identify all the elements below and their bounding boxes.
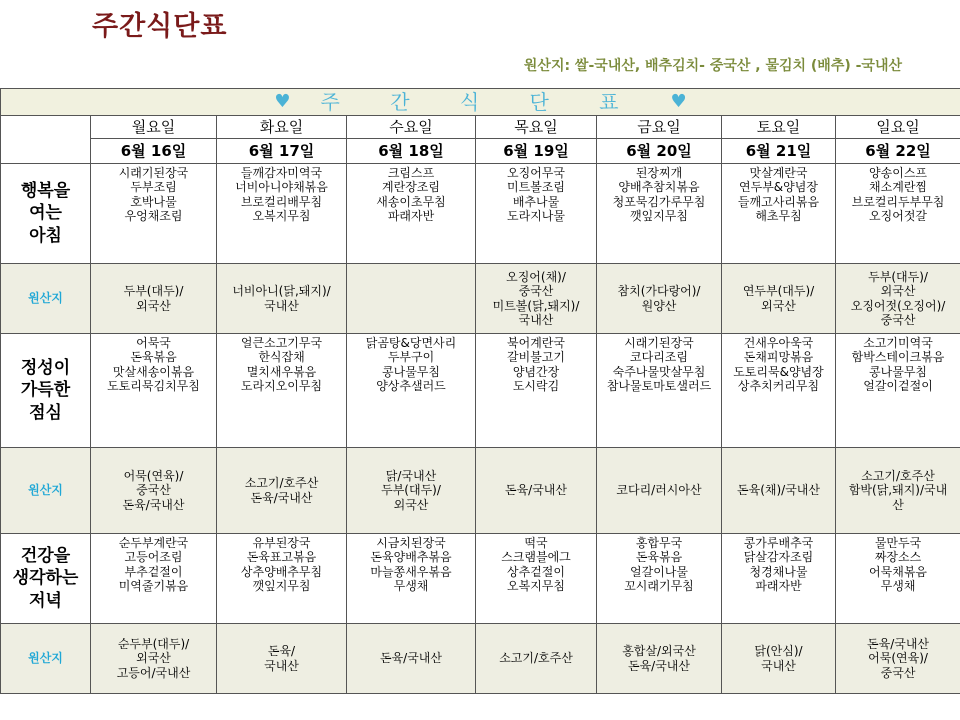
menu-item: 함박스테이크볶음 [851,350,945,365]
lunch-menu-cell [476,334,597,448]
menu-item: 상추양배추무침 [240,564,323,579]
lunch-origin-cell [722,448,836,534]
menu-list [347,164,475,226]
lunch-label-line: 정성이 [20,358,71,379]
dinner-origin-cell [597,624,722,694]
heart-icon: ♥ [274,91,291,113]
breakfast-origin-cell [217,264,347,334]
menu-item: 코다리조림 [630,350,688,365]
origin-line: 돈육/ [267,644,296,659]
menu-item: 연두부&양념장 [739,180,818,195]
dinner-origin-label: 원산지 [1,624,91,694]
origin-line: 소고기/호주산 [244,476,319,491]
dinner-origin-cell [476,624,597,694]
origin-line: 돈육(채)/국내산 [737,483,820,498]
origin-line: 국내산 [264,658,299,673]
menu-item: 떡국 [524,536,548,550]
day-header: 금요일 [597,116,722,139]
menu-list [217,164,346,226]
origin-line: 국내산 [518,312,554,327]
menu-item: 돈육표고볶음 [246,550,317,565]
menu-item: 오징어무국 [507,166,565,180]
menu-item: 브로컬리두부무침 [851,194,945,209]
origin-line: 원양산 [641,298,677,313]
menu-item: 파래자반 [387,209,435,224]
origin-line: 코다리/러시아산 [616,483,702,498]
menu-item: 양념간장 [512,364,560,379]
menu-item: 시금치된장국 [376,536,446,550]
dinner-menu-cell [597,534,722,624]
menu-item: 짜장소스 [874,550,922,565]
menu-list [836,334,960,396]
lunch-origin-cell [91,448,217,534]
origin-line: 중국산 [880,312,916,327]
origin-line: 외국산 [136,651,171,666]
breakfast-label-line: 아침 [29,225,62,246]
origin-line: 너비아니(닭,돼지)/ [232,284,331,299]
menu-item: 순두부계란국 [118,536,189,550]
dinner-origin-cell [347,624,476,694]
lunch-origin-cell [836,448,960,534]
menu-item: 두부조림 [130,180,177,195]
corner-cell [1,116,91,164]
menu-list [722,534,835,596]
dinner-menu-cell [722,534,836,624]
breakfast-menu-cell [597,164,722,264]
breakfast-menu-cell [91,164,217,264]
menu-item: 양송이스프 [869,166,928,180]
date-header: 6월 20일 [597,139,722,164]
lunch-menu-cell [722,334,836,448]
day-header: 토요일 [722,116,836,139]
menu-list [347,534,475,596]
breakfast-origin-label: 원산지 [1,264,91,334]
menu-item: 마늘쫑새우볶음 [370,564,452,579]
origin-line: 산 [892,497,904,512]
menu-item: 닭살감자조림 [743,550,814,565]
lunch-origin-cell [347,448,476,534]
origin-line: 홍합살/외국산 [622,644,696,659]
origin-line: 미트볼(닭,돼지)/ [492,298,580,313]
lunch-menu-cell [597,334,722,448]
menu-list [217,334,346,396]
origin-line: 돈육/국내산 [250,490,313,505]
origin-line: 중국산 [518,284,554,299]
menu-item: 크림스프 [387,166,435,180]
menu-item: 부추겉절이 [124,564,183,579]
lunch-menu-cell [836,334,960,448]
menu-list [597,334,721,396]
menu-item: 파래자반 [755,579,802,594]
menu-item: 북어계란국 [507,336,565,350]
menu-list [836,534,960,596]
menu-table [0,88,960,694]
origin-line: 소고기/호주산 [861,468,935,483]
menu-list [722,334,835,396]
origin-line: 소고기/호주산 [499,651,573,666]
menu-list [836,164,960,226]
menu-item: 시래기된장국 [118,166,189,180]
menu-item: 고등어조림 [124,550,183,565]
menu-item: 청포묵김가루무침 [612,194,706,209]
origin-line: 두부(대두)/ [868,269,928,284]
breakfast-origin-cell [347,264,476,334]
day-header: 일요일 [836,116,960,139]
menu-list [217,534,346,596]
dinner-origin-cell [217,624,347,694]
date-header: 6월 21일 [722,139,836,164]
menu-item: 도시락김 [512,379,560,394]
menu-item: 상추겉절이 [507,564,565,579]
menu-item: 얼갈이나물 [630,564,688,579]
dinner-label-line: 생각하는 [12,568,79,589]
origin-line: 연두부(대두)/ [742,284,815,299]
menu-item: 맛살계란국 [749,166,808,180]
menu-list [597,534,721,596]
menu-item: 오복지무침 [507,579,565,594]
origin-line: 닭(안심)/ [754,644,803,659]
date-header: 6월 17일 [217,139,347,164]
menu-item: 갈비불고기 [507,350,565,365]
origin-line: 국내산 [761,658,796,673]
dinner-origin-cell [836,624,960,694]
origin-line: 외국산 [761,298,796,313]
origin-line: 두부(대두)/ [123,284,184,299]
menu-list [722,164,835,226]
date-header: 6월 19일 [476,139,597,164]
banner-title: 주 간 식 단 표 [320,90,641,114]
lunch-menu-cell [91,334,217,448]
menu-item: 돈육양배추볶음 [370,550,452,565]
menu-list [476,534,596,596]
menu-item: 도토리묵&양념장 [733,364,824,379]
origin-note: 원산지: 쌀-국내산, 배추김치- 중국산 , 물김치 (배추) -국내산 [523,58,902,74]
dinner-origin-cell [91,624,217,694]
menu-list [91,164,216,226]
origin-line: 돈육/국내산 [379,651,442,666]
menu-item: 깻잎지무침 [252,579,311,594]
origin-line: 외국산 [393,497,429,512]
dinner-menu-cell [217,534,347,624]
menu-item: 얼큰소고기무국 [240,336,323,350]
menu-item: 스크램블에그 [501,550,571,565]
origin-line: 어묵(연육)/ [868,651,928,666]
origin-line: 함박(닭,돼지)/국내 [848,483,948,498]
menu-item: 닭곰탕&당면사리 [365,336,457,350]
breakfast-origin-cell [722,264,836,334]
menu-item: 무생채 [880,579,916,594]
menu-list [476,164,596,226]
lunch-origin-label: 원산지 [1,448,91,534]
breakfast-origin-cell [597,264,722,334]
dinner-label-line: 저녁 [29,590,62,611]
menu-list [597,164,721,226]
menu-item: 깻잎지무침 [630,209,688,224]
breakfast-origin-cell [476,264,597,334]
menu-item: 브로컬리배무침 [240,194,323,209]
menu-item: 돈육볶음 [130,350,177,365]
menu-item: 해초무침 [755,209,802,224]
menu-item: 미역줄기볶음 [118,579,189,594]
menu-item: 콩나물무침 [382,364,440,379]
origin-line: 참치(가다랑어)/ [617,284,701,299]
page-title: 주간식단표 [92,11,228,42]
origin-line: 고등어/국내산 [116,665,191,680]
lunch-label-line: 점심 [29,402,62,423]
menu-item: 양상추샐러드 [376,379,446,394]
banner [1,89,960,116]
date-header: 6월 18일 [347,139,476,164]
breakfast-origin-cell [91,264,217,334]
menu-item: 콩가루배추국 [743,536,814,550]
origin-line: 돈육/국내산 [867,636,930,651]
menu-item: 들깨감자미역국 [240,166,323,180]
breakfast-menu-cell [476,164,597,264]
menu-item: 된장찌개 [635,166,683,180]
menu-item: 어묵채볶음 [869,564,928,579]
menu-item: 양배추참치볶음 [618,180,700,195]
menu-item: 물만두국 [874,536,922,550]
breakfast-menu-cell [836,164,960,264]
lunch-label [1,334,91,448]
lunch-label-line: 가득한 [20,380,71,401]
origin-line: 외국산 [880,284,916,299]
origin-line: 돈육/국내산 [627,658,690,673]
menu-item: 오복지무침 [252,209,311,224]
menu-item: 미트볼조림 [507,180,565,195]
origin-line: 어묵(연육)/ [123,468,184,483]
menu-item: 숙주나물맛살무침 [612,364,706,379]
date-header: 6월 22일 [836,139,960,164]
menu-item: 소고기미역국 [863,336,933,350]
lunch-menu-cell [347,334,476,448]
breakfast-label-line: 여는 [29,203,62,224]
origin-line: 순두부(대두)/ [117,636,190,651]
breakfast-label [1,164,91,264]
lunch-origin-cell [217,448,347,534]
menu-item: 두부구이 [387,350,435,365]
dinner-label [1,534,91,624]
origin-line: 닭/국내산 [385,468,437,483]
origin-line: 외국산 [136,298,171,313]
menu-item: 콩나물무침 [869,364,928,379]
breakfast-menu-cell [722,164,836,264]
origin-line: 국내산 [264,298,299,313]
menu-item: 홍합무국 [635,536,683,550]
origin-line: 오징어(채)/ [506,269,566,284]
menu-item: 새송이초무침 [376,194,446,209]
dinner-menu-cell [91,534,217,624]
menu-item: 호박나물 [130,194,177,209]
breakfast-origin-cell [836,264,960,334]
origin-line: 중국산 [136,483,171,498]
breakfast-menu-cell [217,164,347,264]
menu-item: 시래기된장국 [624,336,694,350]
menu-item: 채소계란찜 [869,180,928,195]
menu-item: 돈채피망볶음 [743,350,814,365]
menu-item: 꼬시래기무침 [624,579,694,594]
origin-line: 중국산 [880,665,916,680]
menu-list [476,334,596,396]
day-header: 화요일 [217,116,347,139]
menu-item: 배추나물 [512,194,560,209]
menu-list [91,334,216,396]
menu-list [347,334,475,396]
menu-item: 우엉채조림 [124,209,183,224]
lunch-origin-cell [476,448,597,534]
origin-line: 돈육/국내산 [122,497,185,512]
menu-item: 너비아니야채볶음 [235,180,328,195]
dinner-origin-cell [722,624,836,694]
menu-item: 들깨고사리볶음 [737,194,820,209]
day-header: 목요일 [476,116,597,139]
menu-item: 무생채 [393,579,429,594]
menu-item: 유부된장국 [252,536,311,550]
heart-icon: ♥ [670,91,687,113]
menu-item: 도라지나물 [507,209,565,224]
dinner-menu-cell [836,534,960,624]
menu-item: 도토리묵김치무침 [107,379,200,394]
menu-item: 계란장조림 [382,180,440,195]
breakfast-menu-cell [347,164,476,264]
origin-line: 돈육/국내산 [504,483,567,498]
menu-item: 멸치새우볶음 [246,364,317,379]
menu-item: 건새우아욱국 [743,336,814,350]
dinner-menu-cell [347,534,476,624]
menu-item: 돈육볶음 [635,550,683,565]
breakfast-label-line: 행복을 [20,181,71,202]
dinner-menu-cell [476,534,597,624]
menu-item: 맛살새송이볶음 [112,364,195,379]
origin-line: 오징어젓(오징어)/ [850,298,946,313]
lunch-origin-cell [597,448,722,534]
menu-item: 어묵국 [136,336,171,350]
menu-item: 참나물토마토샐러드 [606,379,712,394]
menu-item: 한식잡채 [258,350,305,365]
dinner-label-line: 건강을 [20,546,71,567]
date-header: 6월 16일 [91,139,217,164]
menu-item: 얼갈이겉절이 [863,379,933,394]
day-header: 수요일 [347,116,476,139]
lunch-menu-cell [217,334,347,448]
menu-item: 청경채나물 [749,564,808,579]
menu-item: 도라지오이무침 [240,379,323,394]
menu-list [91,534,216,596]
day-header: 월요일 [91,116,217,139]
menu-item: 오징어젓갈 [869,209,928,224]
origin-line: 두부(대두)/ [381,483,441,498]
menu-item: 상추치커리무침 [737,379,820,394]
